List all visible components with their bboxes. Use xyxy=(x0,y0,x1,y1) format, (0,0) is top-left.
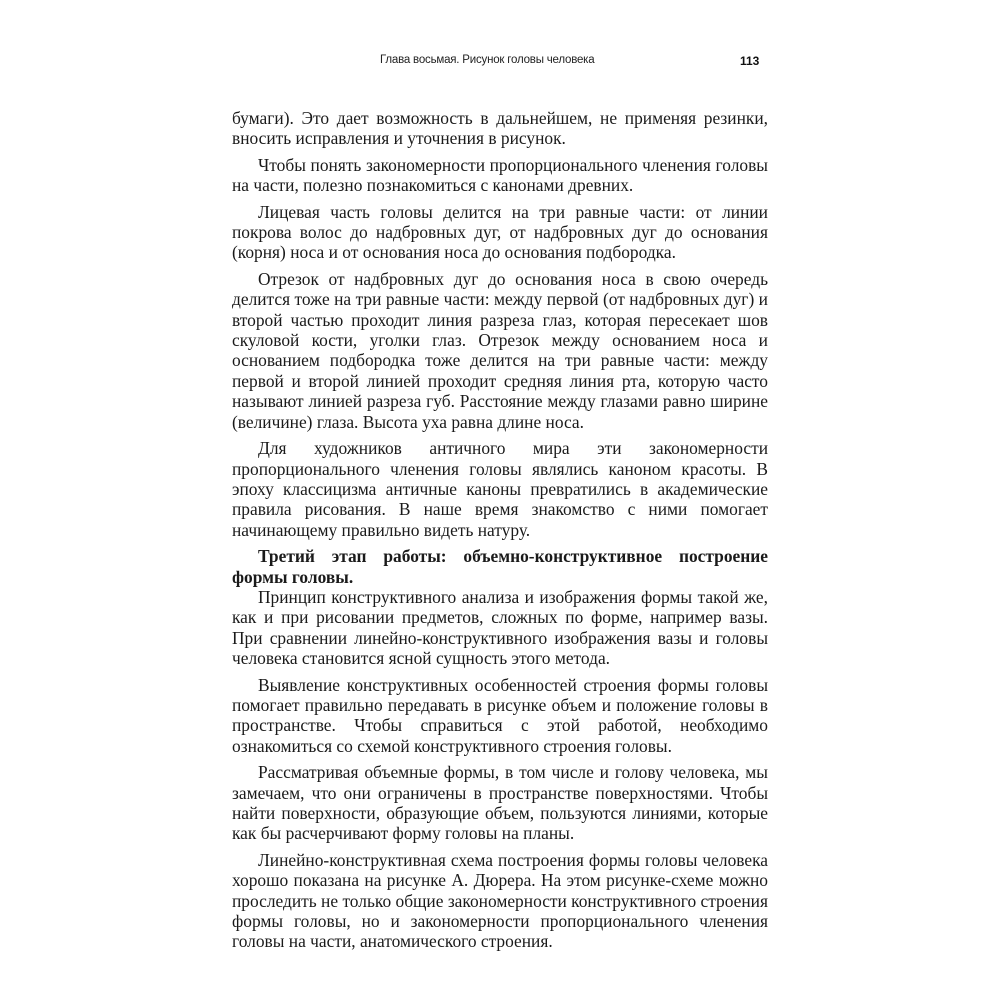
paragraph: Для художников античного мира эти закономерности пропорционального членения головы являлись каноном красоты. В эпоху классицизма античные каноны превратились в академические правила рисования. В наше время знакомство с ними помогает начинающему правильно видеть натуру. xyxy=(232,438,768,540)
paragraph: бумаги). Это дает возможность в дальнейшем, не применяя резинки, вносить исправления и уточнения в рисунок. xyxy=(232,108,768,149)
paragraph: Чтобы понять закономерности пропорционального членения головы на части, полезно познакомиться с канонами древних. xyxy=(232,154,768,196)
chapter-title: Глава восьмая. Рисунок головы человека xyxy=(380,54,595,66)
paragraph: Линейно-конструктивная схема построения формы головы человека хорошо показана на рисунке А. Дюрера. На этом рисунке-схеме можно проследить не только общие закономерности конструктивного строения формы головы, но и закономерности пропорционального членения головы на части, анатомического строения. xyxy=(232,849,768,952)
paragraph: Принцип конструктивного анализа и изображения формы такой же, как и при рисовании предметов, сложных по форме, например вазы. При сравнении линейно-конструктивного изображения вазы и головы человека становится ясной сущность этого метода. xyxy=(232,586,768,669)
page-number: 113 xyxy=(740,54,760,68)
paragraph: Отрезок от надбровных дуг до основания носа в свою очередь делится тоже на три равные части: между первой (от надбровных дуг) и второй частью проходит линия разреза глаз, которая пересекает шов скуловой кости, уголки глаз. Отрезок между основанием носа и основанием подбородка тоже делится на три равные части: между первой и второй линией проходит средняя линия рта, которую часто называют линией разреза губ. Расстояние между глазами равно ширине (величине) глаза. Высота уха равна длине носа. xyxy=(232,268,768,432)
paragraph: Рассматривая объемные формы, в том числе и голову человека, мы замечаем, что они ограничены в пространстве поверхностями. Чтобы найти поверхности, образующие объем, пользуются линиями, которые как бы расчерчивают форму головы на планы. xyxy=(232,762,768,844)
paragraph: Выявление конструктивных особенностей строения формы головы помогает правильно передавать в рисунке объем и положение головы в пространстве. Чтобы справиться с этой работой, необходимо ознакомиться со схемой конструктивного строения головы. xyxy=(232,674,768,756)
paragraph: Лицевая часть головы делится на три равные части: от линии покрова волос до надбровных дуг, от надбровных дуг до основания (корня) носа и от основания носа до основания подбородка. xyxy=(232,201,768,263)
main-text xyxy=(232,108,768,952)
section-heading: Третий этап работы: объемно-конструктивное построение формы головы. xyxy=(232,546,768,587)
